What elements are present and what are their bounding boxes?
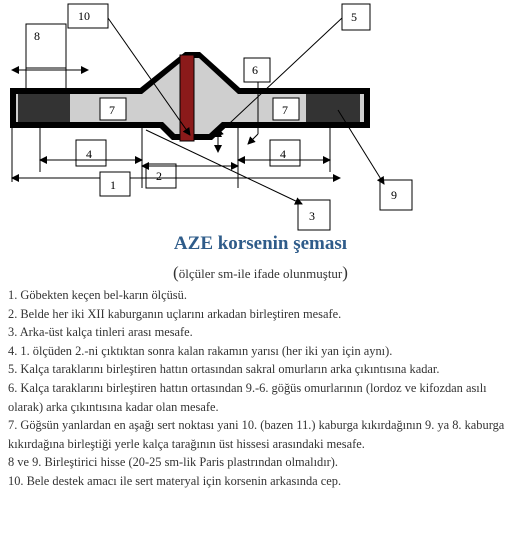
label-3: 3 bbox=[309, 209, 315, 223]
subtitle-open-paren: ( bbox=[173, 263, 179, 282]
note-item: 10. Bele destek amacı ile sert materyal için korsenin arkasında cep. bbox=[8, 473, 342, 488]
note-item: 7. Göğsün yanlardan en aşağı sert noktası yani 10. (bazen 11.) kaburga kıkırdağının 9. ya 8. kaburga kıkırdağına birleştiği yerle kalça tarağının üst hissesi arasındaki mesafe. bbox=[8, 418, 505, 451]
subtitle-text: ölçüler sm-ile ifade olunmuştur bbox=[178, 266, 343, 281]
note-item: 4. 1. ölçüden 2.-ni çıktıktan sonra kalan rakamın yarısı (her iki yan için aynı). bbox=[8, 343, 393, 358]
label-2: 2 bbox=[156, 169, 162, 183]
diagram-title: AZE korsenin şeması bbox=[173, 233, 348, 254]
label-10: 10 bbox=[78, 9, 90, 23]
label-6: 6 bbox=[252, 63, 258, 77]
label-1: 1 bbox=[110, 178, 116, 192]
left-pad bbox=[18, 94, 70, 122]
note-item: 3. Arka-üst kalça tinleri arası mesafe. bbox=[8, 325, 193, 340]
note-item: 5. Kalça taraklarını birleştiren hattın ortasından sakral omurların arka çıkıntısına kadar. bbox=[8, 362, 440, 377]
right-pad bbox=[306, 94, 360, 122]
label-9: 9 bbox=[391, 188, 397, 202]
note-item: 8 ve 9. Birleştirici hisse (20-25 sm-lik Paris plastrından olmalıdır). bbox=[8, 455, 339, 470]
back-pocket-bar bbox=[180, 55, 194, 141]
label-4-left: 4 bbox=[86, 147, 92, 161]
note-item: 6. Kalça taraklarını birleştiren hattın ortasından 9.-6. göğüs omurlarının (lordoz ve kifozdan asılı olarak) arka çıkıntısına kadar olan mesafe. bbox=[8, 380, 487, 414]
label-4-right: 4 bbox=[280, 147, 286, 161]
note-item: 2. Belde her iki XII kaburganın uçlarını arkadan birleştiren mesafe. bbox=[8, 306, 342, 321]
note-item: 1. Göbekten keçen bel-karın ölçüsü. bbox=[8, 288, 187, 302]
diagram-subtitle bbox=[0, 263, 521, 283]
label-5: 5 bbox=[351, 10, 357, 24]
label-8: 8 bbox=[34, 29, 40, 43]
subtitle-close-paren: ) bbox=[342, 263, 348, 282]
label-7-right: 7 bbox=[282, 103, 288, 117]
corset-diagram bbox=[0, 0, 521, 232]
measurement-notes bbox=[8, 286, 520, 491]
label-7-left: 7 bbox=[109, 103, 115, 117]
